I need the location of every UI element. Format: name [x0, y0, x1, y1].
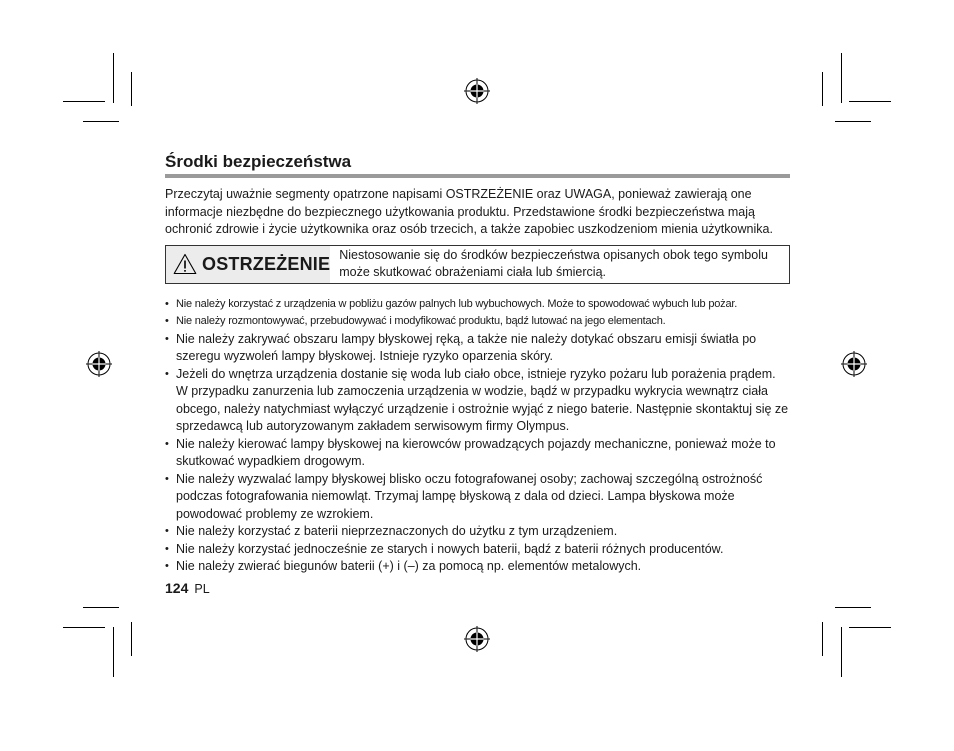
list-item: • Nie należy wyzwalać lampy błyskowej blisko oczu fotografowanej osoby; zachowaj szczególną ostrożność podczas fotografowania niemowląt. Trzymaj lampę błyskową z dala od dzieci. Lampa błyskowa może powodować problemy ze wzrokiem. [165, 471, 790, 524]
registration-mark-icon [841, 351, 867, 377]
crop-mark [63, 101, 105, 102]
crop-mark [835, 607, 871, 608]
crop-mark [822, 72, 823, 106]
warning-label: OSTRZEŻENIE [202, 253, 331, 274]
registration-mark-icon [464, 626, 490, 652]
warning-text: Niestosowanie się do środków bezpieczeństwa opisanych obok tego symbolu może skutkować obrażeniami ciała lub śmiercią. [339, 248, 768, 279]
page-number: 124 [165, 579, 189, 596]
list-item: • Jeżeli do wnętrza urządzenia dostanie się woda lub ciało obce, istnieje ryzyko pożaru lub porażenia prądem. W przypadku zanurzenia lub zamoczenia urządzenia w wodzie, bądź w przypadku wykrycia wewnątrz ciała obcego, należy natychmiast wyłączyć urządzenie i ostrożnie wyjąć z niego baterie. Następnie skontaktuj się ze sprzedawcą lub autoryzowanym zakładem serwisowym firmy Olympus. [165, 366, 790, 436]
warning-triangle-icon [173, 253, 197, 275]
list-item: • Nie należy rozmontowywać, przebudowywać i modyfikować produktu, bądź lutować na jego elementach. [165, 313, 790, 331]
crop-mark [841, 627, 842, 677]
safety-list [165, 296, 790, 576]
crop-mark [131, 72, 132, 106]
page-language: PL [194, 581, 210, 596]
intro-paragraph: Przeczytaj uważnie segmenty opatrzone napisami OSTRZEŻENIE oraz UWAGA, ponieważ zawierają one informacje niezbędne do bezpiecznego użytkowania produktu. Przedstawione środki bezpieczeństwa mają ochronić zdrowie i życie użytkownika oraz osób trzecich, a także zapobiec uszkodzeniom mienia użytkownika. [165, 187, 773, 236]
crop-mark [849, 101, 891, 102]
list-item: • Nie należy zwierać biegunów baterii (+) i (–) za pomocą np. elementów metalowych. [165, 558, 790, 576]
list-item: • Nie należy kierować lampy błyskowej na kierowców prowadzących pojazdy mechaniczne, ponieważ może to skutkować wypadkiem drogowym. [165, 436, 790, 471]
crop-mark [63, 627, 105, 628]
crop-mark [83, 121, 119, 122]
registration-mark-icon [86, 351, 112, 377]
crop-mark [849, 627, 891, 628]
crop-mark [131, 622, 132, 656]
crop-mark [822, 622, 823, 656]
list-item: • Nie należy korzystać z baterii nieprzeznaczonych do użytku z tym urządzeniem. [165, 523, 790, 541]
title-rule [165, 174, 790, 178]
list-item: • Nie należy zakrywać obszaru lampy błyskowej ręką, a także nie należy dotykać obszaru emisji światła po szeregu wyzwoleń lampy błyskowej. Istnieje ryzyko oparzenia skóry. [165, 331, 790, 366]
crop-mark [113, 53, 114, 103]
registration-mark-icon [464, 78, 490, 104]
crop-mark [835, 121, 871, 122]
page-footer [165, 580, 790, 596]
warning-header [166, 246, 330, 283]
warning-box [165, 245, 790, 284]
crop-mark [83, 607, 119, 608]
crop-mark [113, 627, 114, 677]
list-item: • Nie należy korzystać z urządzenia w pobliżu gazów palnych lub wybuchowych. Może to spowodować wybuch lub pożar. [165, 296, 790, 314]
list-item: • Nie należy korzystać jednocześnie ze starych i nowych baterii, bądź z baterii różnych producentów. [165, 541, 790, 559]
crop-mark [841, 53, 842, 103]
page-content [165, 152, 790, 596]
page-title: Środki bezpieczeństwa [165, 152, 352, 171]
